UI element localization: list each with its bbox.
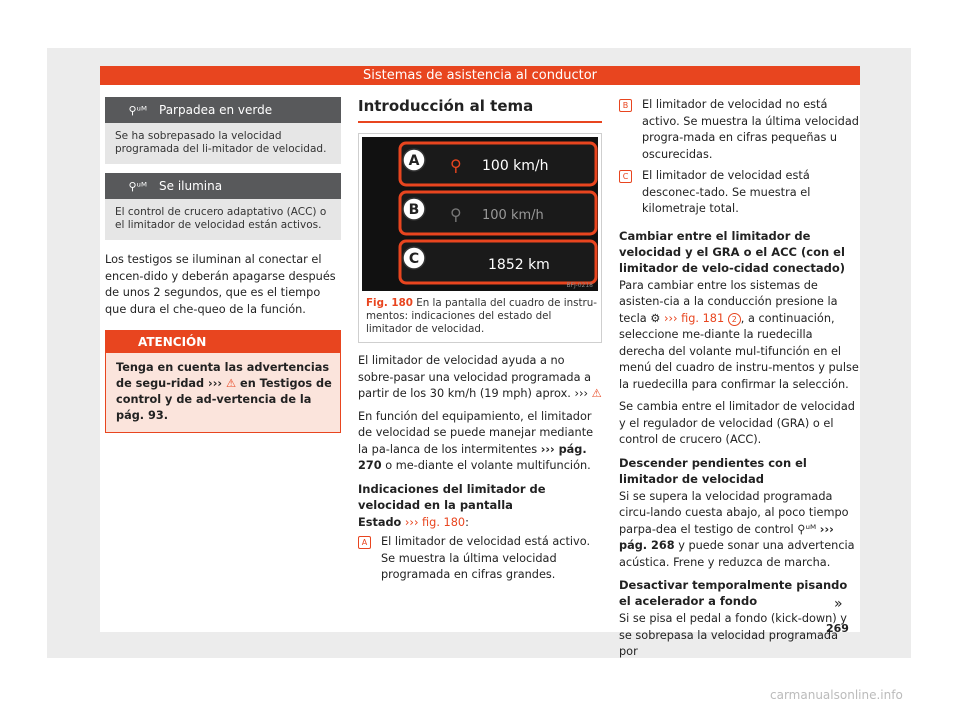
figure-reference-link[interactable]: ››› fig. 181 [663,311,725,325]
warning-text [106,353,340,432]
page-reference-link[interactable]: ››› pág. 270 [358,442,587,472]
paragraph-text: Para cambiar entre los sistemas de asisten-cia a la conducción presione la tecla [619,278,838,325]
paragraph-text: y puede sonar una advertencia acústica. Frene y reduzca de marcha. [619,539,855,569]
paragraph [358,353,602,403]
warning-title: ATENCIÓN [138,335,207,349]
paragraph-text: Si se supera la velocidad programada circu-lando cuesta abajo, al poco tiempo parpa-dea el testigo de control [619,489,849,536]
state-item-b [619,97,859,163]
paragraph-text: El limitador de velocidad ayuda a no sobre-pasar una velocidad programada a partir de los 30 km/h (19 mph) aprox. ››› [358,354,592,400]
caption-number: Fig. 180 [366,297,413,309]
indicator-bar-lit [105,173,341,199]
value-b: 100 km/h [482,208,544,223]
caption-text: En la pantalla del cuadro de instru-mentos: indicaciones del estado del limitador de velocidad. [366,297,598,335]
indicator-description: El control de crucero adaptativo (ACC) o el limitador de velocidad están activos. [105,199,341,240]
warning-link[interactable]: en Testigos de control y de ad-vertencia de la pág. 93. [116,377,332,422]
section-header: Sistemas de asistencia al conductor [100,66,860,85]
page-number: 269 [826,622,849,635]
value-c: 1852 km [488,257,550,273]
label-c: C [408,251,420,267]
speed-limiter-icon: ⚲ᵘᴹ [797,522,817,536]
warning-text-a: Tenga en cuenta las advertencias de segu-ridad ››› [116,361,330,390]
callout-number: 2 [728,313,741,326]
label-b: B [408,202,420,218]
paragraph-text: En función del equipamiento, el limitador de velocidad se puede manejar mediante la pa-lanca de los intermitentes [358,409,594,456]
column-1 [105,97,341,433]
state-text: El limitador de velocidad no está activo. Se muestra la última velocidad progra-mada en cifras pequeñas u oscurecidas. [642,98,859,161]
speed-limiter-icon-active: ⚲ [450,156,462,175]
figure-180 [358,133,602,343]
watermark: carmanualsonline.info [770,688,903,702]
subheading: Cambiar entre el limitador de velocidad y el GRA o el ACC (con el limitador de velo-cidad conectado) [619,228,845,275]
speed-limiter-icon: ⚲ᵘᴹ [128,103,147,117]
instrument-cluster-image [362,137,598,291]
indicator-bar-blinking [105,97,341,123]
subheading: Descender pendientes con el limitador de velocidad [619,455,807,486]
figure-reference-link[interactable]: ››› fig. 180 [404,515,466,529]
state-text: El limitador de velocidad está desconec-tado. Se muestra el kilometraje total. [642,169,811,215]
paragraph-text: o me-diante el volante multifunción. [385,459,591,472]
subheading: Desactivar temporalmente pisando el acelerador a fondo [619,578,848,608]
speed-limiter-icon: ⚲ᵘᴹ [128,179,147,193]
state-item-c [619,168,859,218]
indicator-label: Parpadea en verde [159,103,273,117]
state-text: El limitador de velocidad está activo. Se muestra la última velocidad programada en cifras grandes. [381,535,591,581]
indicator-label: Se ilumina [159,179,223,193]
state-item-a [358,534,602,584]
subheading: Indicaciones del limitador de velocidad en la pantalla [358,481,546,512]
warning-header [106,331,340,353]
estado-label: Estado [358,515,402,529]
paragraph [619,278,859,394]
paragraph [358,409,602,475]
warning-box [105,330,341,433]
speed-limiter-icon-inactive: ⚲ [450,205,462,224]
warning-triangle-icon: ⚠ [591,387,602,400]
page-reference-link[interactable]: ››› pág. 268 [619,522,834,552]
indicator-description: Se ha sobrepasado la velocidad programada del li-mitador de velocidad. [105,123,341,164]
settings-key-icon: ⚙ [650,311,661,325]
estado-line: Estado ››› fig. 180: [358,515,469,529]
section-title: Introducción al tema [358,97,602,123]
column-3 [619,97,859,667]
state-badge: A [358,536,371,549]
column-2 [358,97,602,589]
paragraph: Se cambia entre el limitador de velocidad y el regulador de velocidad (GRA) o el control de crucero (ACC). [619,400,855,446]
paragraph: Si se pisa el pedal a fondo (kick-down) y se sobrepasa la velocidad programada por [619,612,847,658]
continue-mark: » [834,596,843,612]
state-badge: B [619,99,632,112]
paragraph: Los testigos se iluminan al conectar el encen-dido y deberán apagarse después de unos 2 segundos, que es el tiempo que dura el che-queo de la función. [105,253,336,316]
figure-code: BFJ-0218 [566,282,593,289]
warning-triangle-icon: ⚠ [225,377,237,390]
paragraph-text: , a continuación, seleccione me-diante la ruedecilla derecha del volante mul-tifunción en el menú del cuadro de instru-mentos y pulse la ruedecilla para confirmar la selección. [619,311,859,391]
state-badge: C [619,170,632,183]
label-a: A [408,153,420,169]
value-a: 100 km/h [482,158,549,174]
figure-caption [362,297,598,336]
paragraph [619,489,859,572]
